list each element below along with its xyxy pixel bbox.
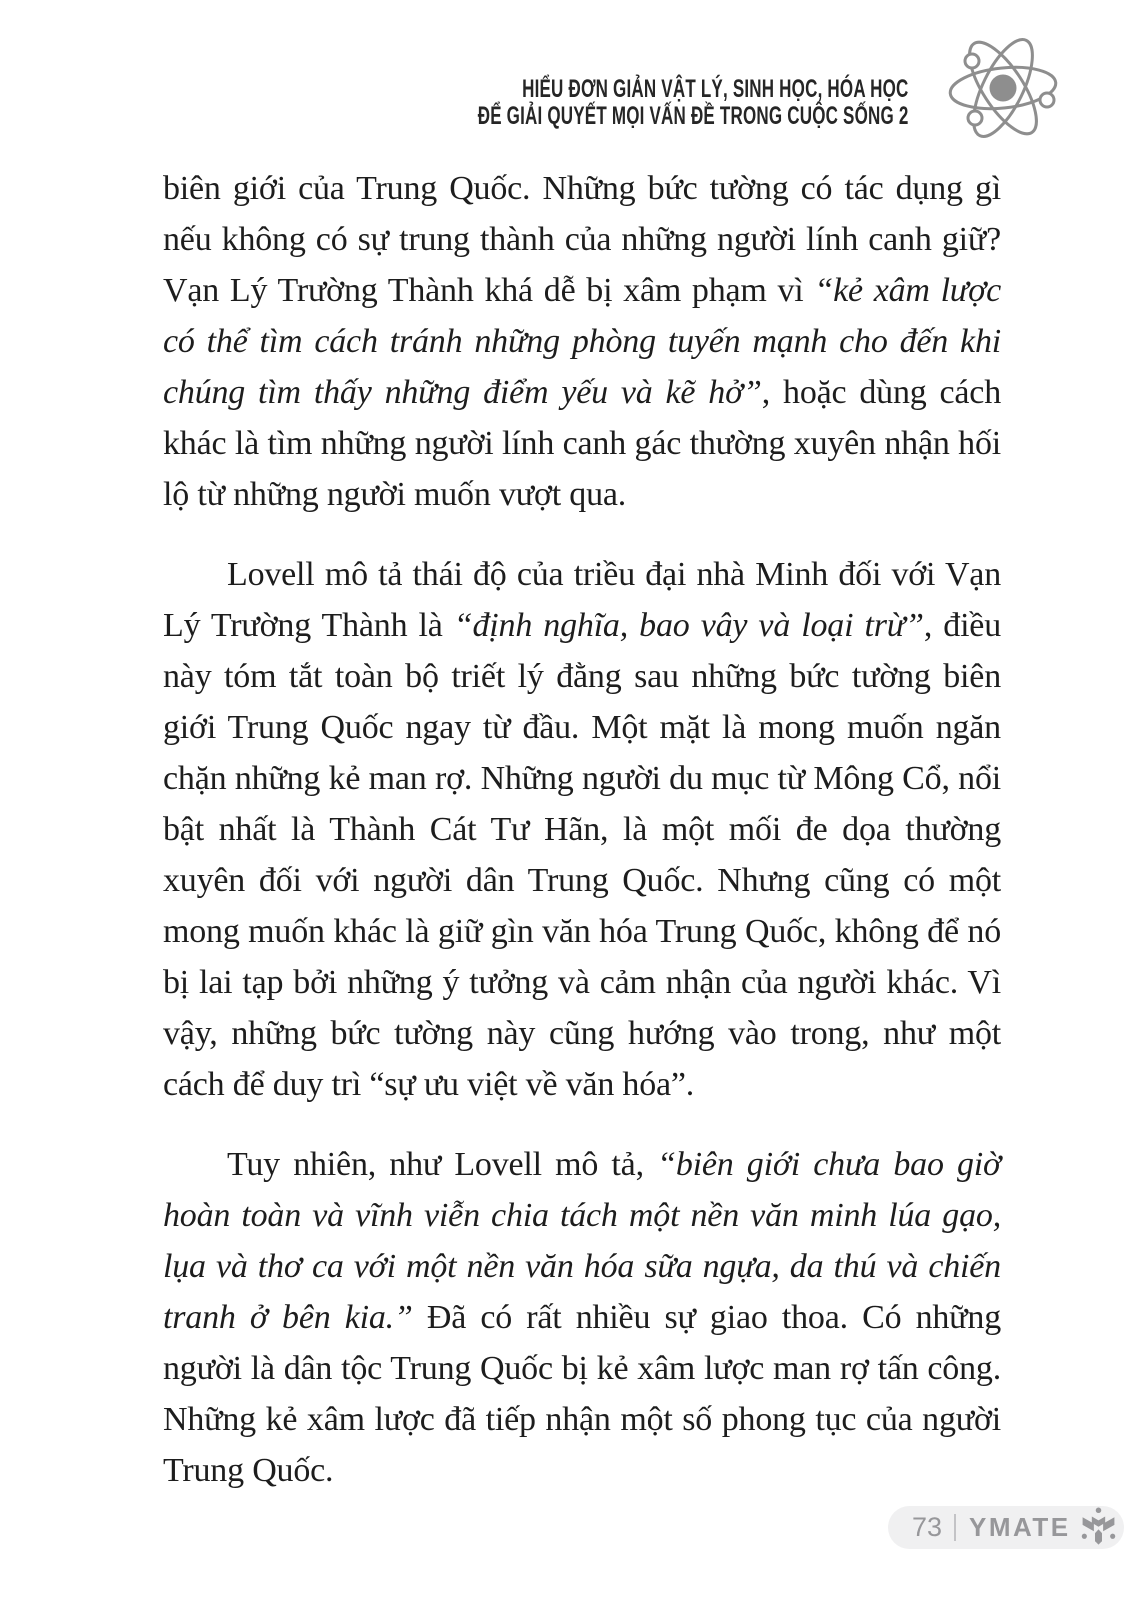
brand-name: YMATE [969, 1512, 1071, 1542]
text-segment: Tuy nhiên, như Lovell mô tả, [227, 1146, 658, 1183]
atom-icon [948, 32, 1058, 144]
text-segment: , điều này tóm tắt toàn bộ triết lý đằng sau những bức tường biên giới Trung Quốc ngay từ đầu. Một mặt là mong muốn ngăn chặn những kẻ man rợ. Những người du mục từ Mông Cổ, nổi bật nhất là Thành Cát Tư Hãn, là một mối đe dọa thường xuyên đối với người dân Trung Quốc. Nhưng cũng có một mong muốn khác là giữ gìn văn hóa Trung Quốc, không để nó bị lai tạp bởi những ý tưởng và cảm nhận của người khác. Vì vậy, những bức tường này cũng hướng vào trong, như một cách để duy trì “sự ưu việt về văn hóa”. [163, 607, 1002, 1103]
ymate-logo-icon [1080, 1507, 1117, 1546]
footer-divider [954, 1514, 956, 1541]
quoted-italic-text: “kẻ xâm lược có thể tìm cách tránh những phòng tuyến mạnh cho đến khi chúng tìm thấy những điểm yếu và kẽ hở” [163, 272, 1001, 411]
book-title [275, 76, 909, 130]
book-title-line-1: HIỂU ĐƠN GIẢN VẬT LÝ, SINH HỌC, HÓA HỌC [521, 75, 908, 103]
paragraph-2 [163, 549, 1001, 1110]
paragraph-3 [163, 1139, 1001, 1496]
paragraph-1 [163, 163, 1001, 520]
body-text [163, 163, 1001, 1525]
text-segment: , hoặc dùng cách khác là tìm những người lính canh gác thường xuyên nhận hối lộ từ những người muốn vượt qua. [163, 374, 1001, 513]
text-segment: biên giới của Trung Quốc. Những bức tường có tác dụng gì nếu không có sự trung thành của những người lính canh giữ? Vạn Lý Trường Thành khá dễ bị xâm phạm vì [163, 170, 1001, 309]
text-segment: Lovell mô tả thái độ của triều đại nhà Minh đối với Vạn Lý Trường Thành là [163, 556, 1001, 644]
quoted-italic-text: “biên giới chưa bao giờ hoàn toàn và vĩnh viễn chia tách một nền văn minh lúa gạo, lụa và thơ ca với một nền văn hóa sữa ngựa, da thú và chiến tranh ở bên kia.” [163, 1146, 1001, 1336]
page-number: 73 [912, 1512, 943, 1542]
quoted-italic-text: “định nghĩa, bao vây và loại trừ” [453, 607, 924, 644]
book-title-line-2: ĐỂ GIẢI QUYẾT MỌI VẤN ĐỀ TRONG CUỘC SỐNG 2 [477, 102, 908, 130]
text-segment: Đã có rất nhiều sự giao thoa. Có những người là dân tộc Trung Quốc bị kẻ xâm lược man rợ tấn công. Những kẻ xâm lược đã tiếp nhận một số phong tục của người Trung Quốc. [163, 1299, 1002, 1489]
page-number-pill [888, 1506, 1124, 1549]
